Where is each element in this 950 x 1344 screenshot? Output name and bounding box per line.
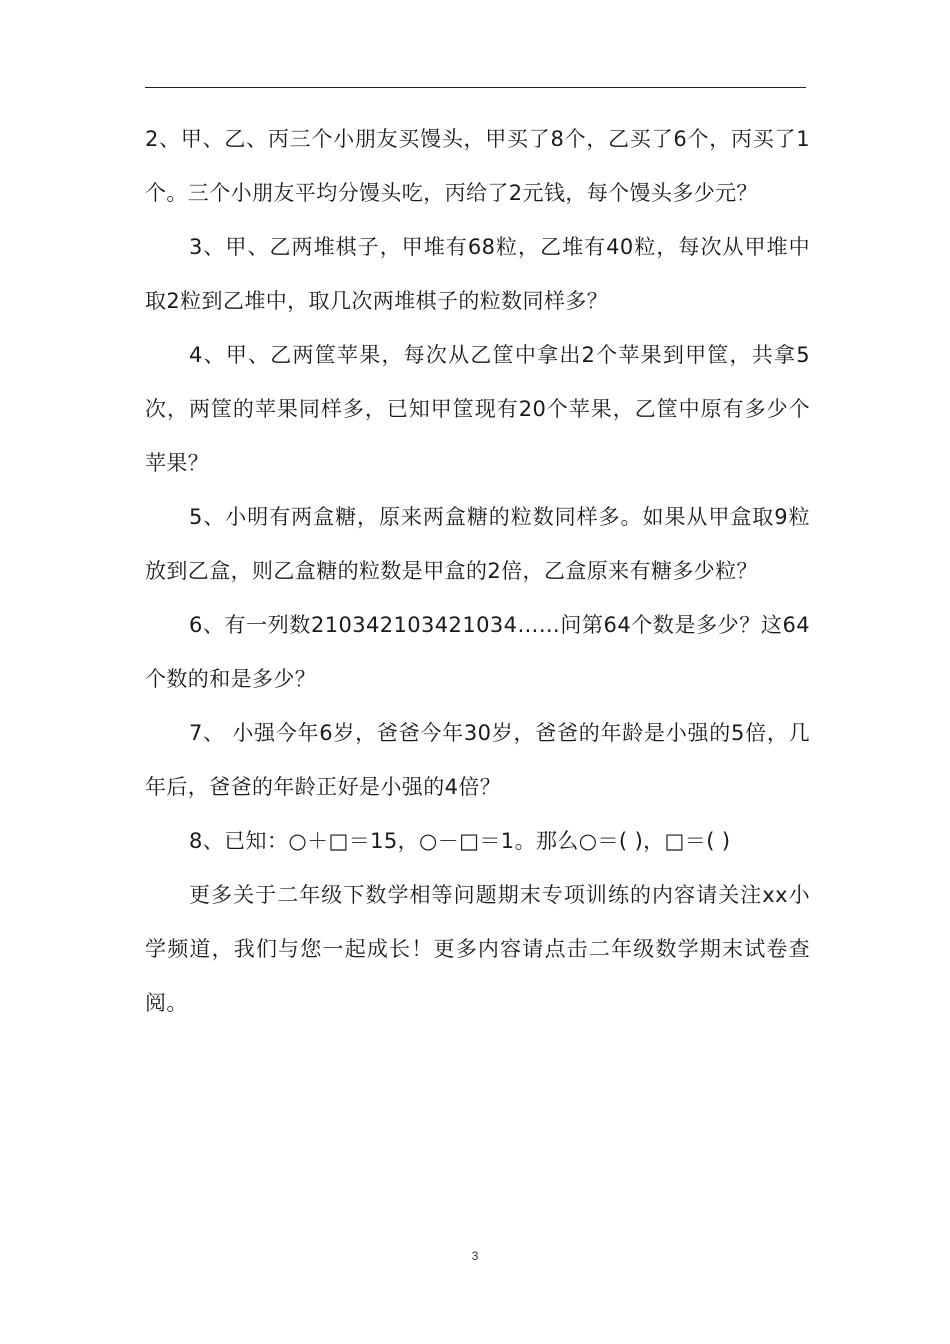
problem-6: 6、有一列数210342103421034……问第64个数是多少？这64个数的和是多少？ (145, 613, 810, 691)
closing-note: 更多关于二年级下数学相等问题期末专项训练的内容请关注xx小学频道，我们与您一起成长！更多内容请点击二年级数学期末试卷查阅。 (145, 883, 810, 1015)
document-body (145, 112, 810, 1030)
problem-8: 8、已知：○＋□＝15，○－□＝1。那么○＝( )，□＝( ) (189, 829, 731, 853)
problem-5: 5、小明有两盒糖，原来两盒糖的粒数同样多。如果从甲盒取9粒放到乙盒，则乙盒糖的粒数是甲盒的2倍，乙盒原来有糖多少粒？ (145, 505, 810, 583)
problem-4: 4、甲、乙两筐苹果，每次从乙筐中拿出2个苹果到甲筐，共拿5次，两筐的苹果同样多，已知甲筐现有20个苹果，乙筐中原有多少个苹果？ (145, 343, 810, 475)
problem-7: 7、 小强今年6岁，爸爸今年30岁，爸爸的年龄是小强的5倍，几年后，爸爸的年龄正好是小强的4倍？ (145, 721, 810, 799)
problem-3: 3、甲、乙两堆棋子，甲堆有68粒，乙堆有40粒，每次从甲堆中取2粒到乙堆中，取几次两堆棋子的粒数同样多？ (145, 235, 810, 313)
page-number: 3 (471, 1249, 479, 1263)
header-rule (145, 87, 806, 88)
problem-2: 2、甲、乙、丙三个小朋友买馒头，甲买了8个，乙买了6个，丙买了1个。三个小朋友平均分馒头吃，丙给了2元钱，每个馒头多少元？ (145, 127, 810, 205)
